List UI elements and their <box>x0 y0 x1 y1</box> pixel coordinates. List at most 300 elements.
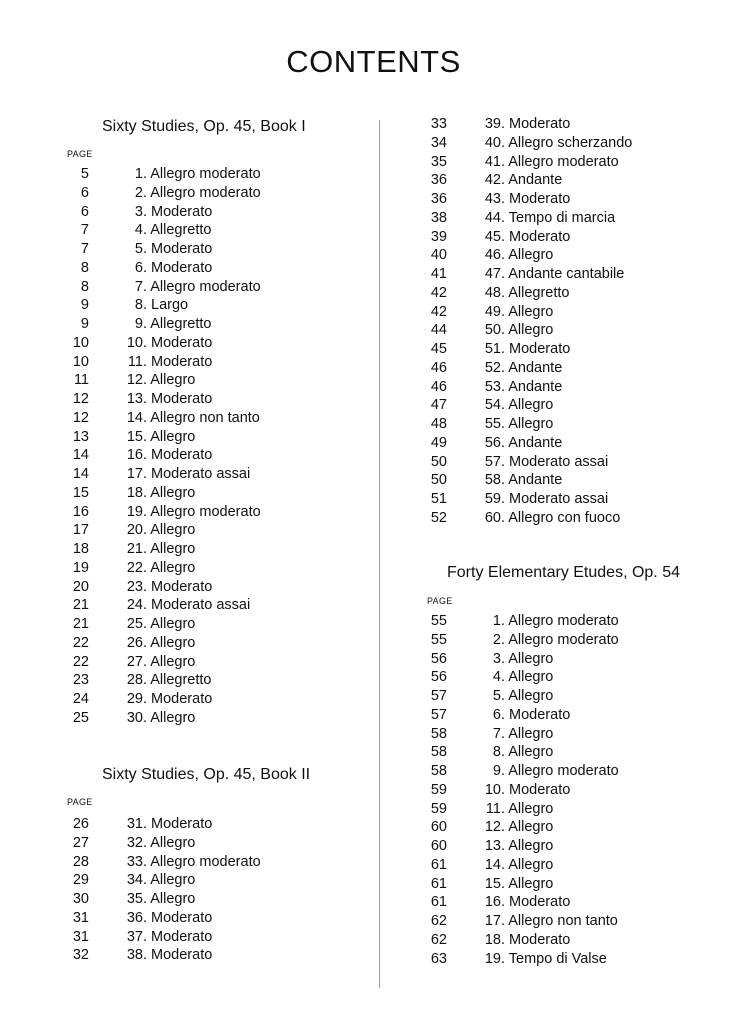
entry-tempo-title: Andante <box>508 472 563 489</box>
entry-title-wrap <box>89 296 188 315</box>
entry-title-wrap <box>447 687 553 706</box>
entry-study-number: 57. <box>484 453 505 470</box>
contents-entry <box>423 190 632 209</box>
entry-page-number: 18 <box>72 541 89 557</box>
contents-entry <box>423 612 619 631</box>
entry-page-number: 51 <box>430 491 447 507</box>
entry-page-number: 21 <box>72 616 89 632</box>
entry-title-wrap <box>447 725 553 744</box>
entry-study-number: 37. <box>126 928 147 945</box>
entry-study-number: 7. <box>492 725 505 742</box>
contents-entry <box>423 415 632 434</box>
contents-entry <box>423 246 632 265</box>
entry-title-wrap <box>89 184 261 203</box>
entry-tempo-title: Moderato <box>509 341 571 357</box>
entry-title-wrap <box>447 134 632 153</box>
entry-study-number: 35. <box>126 891 147 907</box>
contents-entry <box>423 434 632 453</box>
entry-tempo-title: Allegro <box>150 891 196 907</box>
contents-entry <box>423 818 619 837</box>
entry-page-number: 13 <box>72 428 89 445</box>
entry-study-number: 6. <box>134 259 147 276</box>
entry-tempo-title: Allegro moderato <box>508 613 619 629</box>
entry-page-number: 28 <box>72 853 89 870</box>
contents-entry <box>423 631 619 650</box>
entry-title-wrap <box>447 631 619 650</box>
entry-study-number: 38. <box>126 947 147 964</box>
entry-title-wrap <box>447 190 570 209</box>
entry-tempo-title: Andante <box>508 359 563 376</box>
entry-tempo-title: Allegro <box>508 247 554 264</box>
entry-page-number: 58 <box>430 725 447 742</box>
contents-entry <box>65 390 261 409</box>
entry-page-number: 57 <box>430 706 447 723</box>
contents-entry <box>423 153 632 172</box>
entry-title-wrap <box>447 340 570 359</box>
contents-entry <box>65 184 261 203</box>
entry-tempo-title: Moderato <box>151 909 213 926</box>
entry-page-number: 46 <box>430 359 447 376</box>
entry-study-number: 23. <box>126 578 147 595</box>
entry-study-number: 11. <box>127 353 147 370</box>
entry-title-wrap <box>89 634 195 653</box>
entry-study-number: 33. <box>126 853 147 870</box>
entry-study-number: 27. <box>126 653 147 670</box>
entry-title-wrap <box>89 559 195 578</box>
contents-entry <box>423 265 632 284</box>
entry-tempo-title: Allegro <box>508 322 554 339</box>
entry-study-number: 12. <box>126 372 147 389</box>
entry-tempo-title: Allegro moderato <box>508 631 619 648</box>
entry-page-number: 15 <box>72 484 89 501</box>
contents-entry <box>65 521 261 540</box>
entry-page-number: 12 <box>72 409 89 426</box>
entry-title-wrap <box>89 890 195 909</box>
entry-page-number: 59 <box>430 781 447 798</box>
entry-tempo-title: Allegro moderato <box>150 853 261 870</box>
entry-title-wrap <box>447 303 553 322</box>
entry-study-number: 39. <box>484 116 505 132</box>
entry-tempo-title: Andante <box>508 172 563 189</box>
contents-entry <box>423 912 619 931</box>
entry-tempo-title: Allegro <box>150 653 196 670</box>
entry-study-number: 13. <box>126 391 147 407</box>
entry-tempo-title: Allegro moderato <box>150 166 261 182</box>
entry-tempo-title: Allegro non tanto <box>150 409 260 426</box>
entry-page-number: 8 <box>80 259 89 276</box>
entry-tempo-title: Allegretto <box>150 222 212 239</box>
entry-title-wrap <box>89 909 212 928</box>
entry-title-wrap <box>447 893 570 912</box>
entry-tempo-title: Allegro non tanto <box>508 913 618 929</box>
entry-tempo-title: Andante cantabile <box>508 266 625 282</box>
contents-entry <box>423 668 619 687</box>
entry-study-number: 9. <box>134 316 147 332</box>
entry-tempo-title: Allegro <box>150 484 196 501</box>
entry-title-wrap <box>447 781 570 800</box>
entry-title-wrap <box>89 834 195 853</box>
entry-title-wrap <box>447 415 553 434</box>
entry-tempo-title: Allegro <box>508 688 554 704</box>
entry-tempo-title: Allegro <box>150 522 196 539</box>
entry-title-wrap <box>89 371 195 390</box>
entry-tempo-title: Moderato <box>151 391 213 407</box>
contents-entry <box>423 950 619 969</box>
entry-study-number: 1. <box>492 613 505 629</box>
entry-tempo-title: Allegro <box>508 744 554 761</box>
entry-page-number: 36 <box>430 172 447 189</box>
entry-page-number: 39 <box>430 228 447 245</box>
entry-study-number: 14. <box>484 856 505 873</box>
entry-tempo-title: Moderato <box>509 894 571 911</box>
entry-page-number: 63 <box>430 950 447 967</box>
contents-entry <box>423 509 632 528</box>
entry-study-number: 53. <box>484 378 505 395</box>
contents-entry <box>65 165 261 184</box>
entry-tempo-title: Allegro <box>508 397 554 414</box>
contents-entry <box>65 671 261 690</box>
entry-title-wrap <box>447 396 553 415</box>
entry-study-number: 3. <box>492 650 505 667</box>
entry-tempo-title: Allegro <box>508 303 554 320</box>
column-divider <box>379 120 380 988</box>
entry-page-number: 48 <box>430 416 447 432</box>
entry-tempo-title: Allegro moderato <box>508 153 619 170</box>
entry-study-number: 22. <box>126 559 147 576</box>
entry-study-number: 44. <box>484 209 505 226</box>
entry-page-number: 33 <box>430 116 447 132</box>
entry-title-wrap <box>447 800 553 819</box>
contents-entry <box>65 540 261 559</box>
entry-study-number: 59. <box>484 491 505 507</box>
contents-entry <box>423 837 619 856</box>
entry-page-number: 25 <box>72 709 89 726</box>
page-column-label: PAGE <box>67 149 93 159</box>
contents-entry <box>423 725 619 744</box>
entry-title-wrap <box>89 946 212 965</box>
entry-title-wrap <box>89 671 212 690</box>
contents-entry <box>423 781 619 800</box>
entry-tempo-title: Moderato assai <box>509 491 609 507</box>
entry-title-wrap <box>89 484 195 503</box>
entry-tempo-title: Moderato <box>151 816 213 832</box>
contents-entry <box>65 815 261 834</box>
entry-study-number: 7. <box>134 278 147 295</box>
contents-entry <box>65 596 261 615</box>
entry-tempo-title: Moderato <box>151 241 213 257</box>
entry-tempo-title: Allegro <box>508 800 554 817</box>
section-heading-op-54: Forty Elementary Etudes, Op. 54 <box>447 564 680 581</box>
entry-page-number: 36 <box>430 191 447 207</box>
entry-study-number: 3. <box>134 203 147 220</box>
entry-tempo-title: Allegro con fuoco <box>508 509 621 526</box>
entry-page-number: 57 <box>430 688 447 704</box>
page-title: CONTENTS <box>286 44 461 79</box>
entry-tempo-title: Moderato <box>509 191 571 207</box>
contents-entry <box>65 278 261 297</box>
entry-study-number: 55. <box>484 416 505 432</box>
contents-entry <box>423 340 632 359</box>
entry-study-number: 16. <box>126 447 147 464</box>
entry-study-number: 10. <box>484 781 505 798</box>
entry-page-number: 22 <box>72 634 89 651</box>
entry-list-op-54 <box>423 612 619 968</box>
entry-title-wrap <box>89 428 195 447</box>
entry-page-number: 6 <box>80 184 89 201</box>
entry-title-wrap <box>447 837 553 856</box>
entry-tempo-title: Moderato <box>151 447 213 464</box>
entry-study-number: 17. <box>126 466 147 482</box>
entry-tempo-title: Moderato <box>151 259 213 276</box>
entry-page-number: 14 <box>72 447 89 464</box>
entry-tempo-title: Allegretto <box>150 316 212 332</box>
contents-entry <box>65 203 261 222</box>
entry-title-wrap <box>89 709 195 728</box>
entry-tempo-title: Allegretto <box>150 672 212 689</box>
entry-title-wrap <box>89 259 212 278</box>
entry-title-wrap <box>447 743 553 762</box>
entry-tempo-title: Moderato <box>509 706 571 723</box>
section-heading-book-1: Sixty Studies, Op. 45, Book I <box>102 118 306 135</box>
contents-entry <box>423 378 632 397</box>
entry-page-number: 31 <box>72 928 89 945</box>
contents-entry <box>423 931 619 950</box>
entry-study-number: 10. <box>126 334 147 351</box>
entry-tempo-title: Allegro <box>508 838 554 854</box>
entry-tempo-title: Moderato <box>151 578 213 595</box>
entry-study-number: 54. <box>484 397 505 414</box>
entry-page-number: 7 <box>80 241 89 257</box>
entry-page-number: 45 <box>430 341 447 357</box>
entry-tempo-title: Moderato <box>151 928 213 945</box>
entry-study-number: 34. <box>126 872 147 889</box>
contents-entry <box>65 709 261 728</box>
entry-tempo-title: Allegro moderato <box>150 503 261 520</box>
entry-tempo-title: Allegro <box>150 559 196 576</box>
entry-title-wrap <box>89 853 261 872</box>
entry-tempo-title: Moderato assai <box>509 453 609 470</box>
entry-study-number: 30. <box>126 709 147 726</box>
entry-tempo-title: Moderato assai <box>151 466 251 482</box>
entry-title-wrap <box>447 912 618 931</box>
entry-study-number: 51. <box>484 341 505 357</box>
contents-entry <box>423 115 632 134</box>
contents-entry <box>65 615 261 634</box>
entry-title-wrap <box>89 521 195 540</box>
entry-page-number: 44 <box>430 322 447 339</box>
entry-page-number: 9 <box>80 297 89 314</box>
entry-study-number: 5. <box>492 688 505 704</box>
entry-page-number: 12 <box>72 391 89 407</box>
entry-title-wrap <box>447 378 562 397</box>
entry-page-number: 14 <box>72 466 89 482</box>
entry-study-number: 43. <box>484 191 505 207</box>
entry-study-number: 18. <box>484 931 505 948</box>
entry-page-number: 61 <box>430 875 447 892</box>
entry-page-number: 34 <box>430 134 447 151</box>
contents-entry <box>65 353 261 372</box>
entry-page-number: 26 <box>72 816 89 832</box>
entry-page-number: 50 <box>430 472 447 489</box>
entry-title-wrap <box>89 578 212 597</box>
contents-entry <box>423 490 632 509</box>
entry-tempo-title: Moderato <box>151 353 213 370</box>
entry-tempo-title: Allegro <box>150 616 196 632</box>
contents-entry <box>423 856 619 875</box>
entry-study-number: 6. <box>492 706 505 723</box>
contents-entry <box>65 559 261 578</box>
entry-page-number: 49 <box>430 434 447 451</box>
contents-entry <box>65 259 261 278</box>
entry-title-wrap <box>89 165 261 184</box>
entry-tempo-title: Tempo di marcia <box>508 209 616 226</box>
entry-study-number: 48. <box>484 284 505 301</box>
entry-page-number: 50 <box>430 453 447 470</box>
entry-title-wrap <box>447 321 553 340</box>
contents-entry <box>423 706 619 725</box>
contents-entry <box>65 334 261 353</box>
entry-title-wrap <box>447 875 553 894</box>
entry-title-wrap <box>89 334 212 353</box>
contents-entry <box>65 503 261 522</box>
entry-page-number: 46 <box>430 378 447 395</box>
entry-tempo-title: Allegro <box>508 725 554 742</box>
entry-tempo-title: Allegro <box>150 872 196 889</box>
entry-study-number: 5. <box>134 241 147 257</box>
contents-entry <box>65 834 261 853</box>
entry-page-number: 10 <box>72 353 89 370</box>
entry-tempo-title: Tempo di Valse <box>508 950 607 967</box>
contents-entry <box>65 465 261 484</box>
entry-study-number: 42. <box>484 172 505 189</box>
entry-list-book-2 <box>65 815 261 965</box>
entry-page-number: 29 <box>72 872 89 889</box>
contents-entry <box>65 634 261 653</box>
contents-entry <box>65 315 261 334</box>
entry-tempo-title: Moderato <box>509 931 571 948</box>
entry-study-number: 24. <box>126 597 147 614</box>
entry-title-wrap <box>89 540 195 559</box>
entry-title-wrap <box>89 390 212 409</box>
contents-entry <box>423 171 632 190</box>
entry-study-number: 21. <box>126 541 147 557</box>
contents-entry <box>65 928 261 947</box>
entry-page-number: 41 <box>430 266 447 282</box>
entry-study-number: 8. <box>492 744 505 761</box>
contents-entry <box>65 446 261 465</box>
entry-study-number: 2. <box>492 631 505 648</box>
entry-list-book-2-continued <box>423 115 632 528</box>
entry-study-number: 47. <box>484 266 505 282</box>
contents-entry <box>423 453 632 472</box>
contents-entry <box>65 428 261 447</box>
entry-study-number: 15. <box>484 875 505 892</box>
entry-page-number: 32 <box>72 947 89 964</box>
entry-tempo-title: Andante <box>508 378 563 395</box>
entry-page-number: 61 <box>430 856 447 873</box>
entry-title-wrap <box>447 818 553 837</box>
contents-entry <box>423 321 632 340</box>
entry-title-wrap <box>89 928 212 947</box>
entry-title-wrap <box>89 503 261 522</box>
entry-page-number: 56 <box>430 650 447 667</box>
entry-study-number: 45. <box>484 228 505 245</box>
entry-tempo-title: Allegro <box>150 428 196 445</box>
entry-tempo-title: Allegro <box>150 372 196 389</box>
entry-tempo-title: Allegro <box>150 634 196 651</box>
entry-page-number: 9 <box>80 316 89 332</box>
entry-page-number: 27 <box>72 834 89 851</box>
entry-page-number: 56 <box>430 669 447 686</box>
entry-tempo-title: Moderato <box>509 228 571 245</box>
entry-study-number: 19. <box>126 503 147 520</box>
entry-study-number: 12. <box>484 819 505 836</box>
entry-study-number: 49. <box>484 303 505 320</box>
contents-entry <box>423 228 632 247</box>
entry-title-wrap <box>447 856 553 875</box>
entry-page-number: 20 <box>72 578 89 595</box>
entry-title-wrap <box>89 446 212 465</box>
entry-title-wrap <box>447 153 619 172</box>
entry-title-wrap <box>447 490 608 509</box>
entry-page-number: 58 <box>430 763 447 779</box>
entry-page-number: 31 <box>72 909 89 926</box>
entry-study-number: 60. <box>484 509 505 526</box>
entry-study-number: 52. <box>484 359 505 376</box>
entry-page-number: 38 <box>430 209 447 226</box>
contents-entry <box>423 650 619 669</box>
entry-page-number: 60 <box>430 819 447 836</box>
entry-list-book-1 <box>65 165 261 728</box>
entry-tempo-title: Allegro <box>150 834 196 851</box>
entry-page-number: 21 <box>72 597 89 614</box>
entry-page-number: 42 <box>430 284 447 301</box>
entry-title-wrap <box>89 690 212 709</box>
entry-title-wrap <box>447 115 570 134</box>
entry-title-wrap <box>447 228 570 247</box>
entry-title-wrap <box>447 612 619 631</box>
entry-title-wrap <box>447 762 619 781</box>
entry-page-number: 5 <box>80 166 89 182</box>
contents-entry <box>65 296 261 315</box>
entry-study-number: 50. <box>484 322 505 339</box>
contents-entry <box>65 690 261 709</box>
contents-entry <box>65 484 261 503</box>
entry-page-number: 40 <box>430 247 447 264</box>
entry-title-wrap <box>447 171 562 190</box>
entry-title-wrap <box>447 706 570 725</box>
entry-title-wrap <box>447 950 607 969</box>
entry-study-number: 8. <box>134 297 147 314</box>
entry-study-number: 25. <box>126 616 147 632</box>
contents-entry <box>423 875 619 894</box>
entry-page-number: 60 <box>430 838 447 854</box>
contents-entry <box>65 221 261 240</box>
entry-tempo-title: Moderato <box>509 781 571 798</box>
entry-title-wrap <box>447 453 608 472</box>
entry-title-wrap <box>447 434 562 453</box>
entry-tempo-title: Allegro moderato <box>150 184 261 201</box>
entry-tempo-title: Allegro moderato <box>150 278 261 295</box>
entry-title-wrap <box>447 359 562 378</box>
contents-entry <box>423 471 632 490</box>
entry-title-wrap <box>89 871 195 890</box>
entry-title-wrap <box>89 653 195 672</box>
entry-page-number: 58 <box>430 744 447 761</box>
entry-study-number: 36. <box>126 909 147 926</box>
entry-study-number: 15. <box>126 428 147 445</box>
contents-entry <box>65 946 261 965</box>
